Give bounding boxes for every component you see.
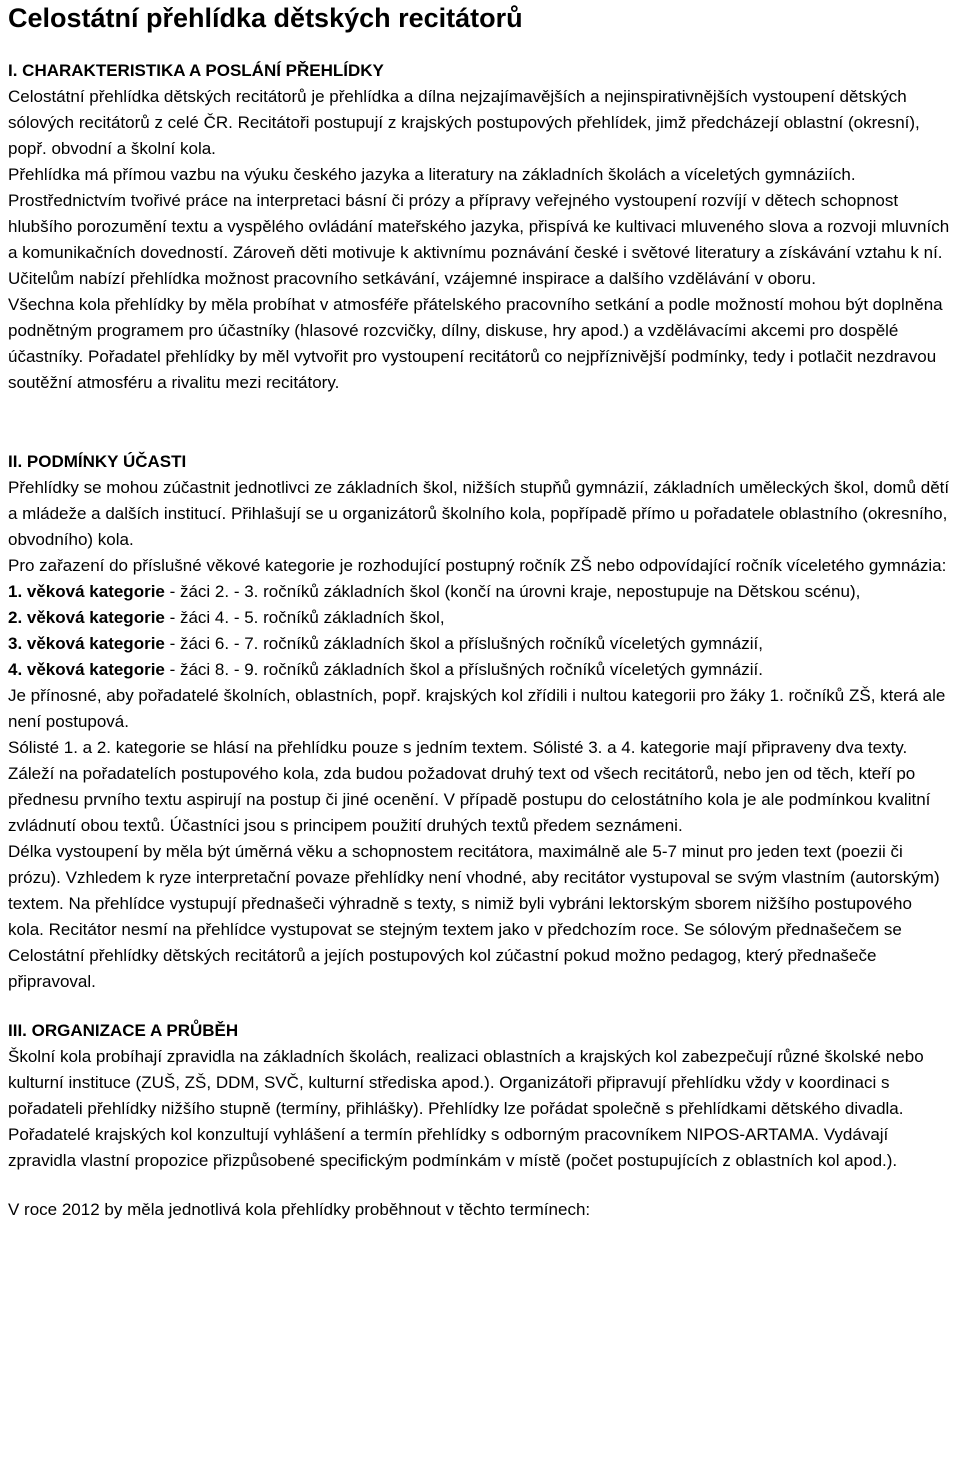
category-text: - žáci 2. - 3. ročníků základních škol (končí na úrovni kraje, nepostupuje na Dětskou scénu), [164, 582, 861, 601]
category-label: 1. věková kategorie [8, 582, 165, 601]
category-item [8, 657, 952, 683]
category-text: - žáci 8. - 9. ročníků základních škol a příslušných ročníků víceletých gymnázií. [164, 660, 763, 679]
category-item [8, 631, 952, 657]
category-item [8, 579, 952, 605]
paragraph: Délka vystoupení by měla být úměrná věku a schopnostem recitátora, maximálně ale 5-7 minut pro jeden text (poezii či prózu). Vzhledem k ryze interpretační povaze přehlídky není vhodné, aby recitátor vystupoval se svým vlastním (autorským) textem. Na přehlídce vystupují přednašeči výhradně s texty, s nimiž byli vybráni lektorským sborem nižšího postupového kola. Recitátor nesmí na přehlídce vystupovat se stejným textem jako v předchozím roce. Se sólovým přednašečem se Celostátní přehlídky dětských recitátorů a jejích postupových kol zúčastní pokud možno pedagog, který přednašeče připravoval. [8, 842, 940, 991]
category-label: 4. věková kategorie [8, 660, 165, 679]
spacer [8, 1174, 952, 1197]
paragraph: Školní kola probíhají zpravidla na základních školách, realizaci oblastních a krajských kol zabezpečují různé školské nebo kulturní instituce (ZUŠ, ZŠ, DDM, SVČ, kulturní střediska apod.). Organizátoři připravují přehlídku vždy v koordinaci s pořadateli přehlídky nižšího stupně (termíny, přihlášky). Přehlídky lze pořádat společně s přehlídkami dětského divadla. Pořadatelé krajských kol konzultují vyhlášení a termín přehlídky s odborným pracovníkem NIPOS-ARTAMA. Vydávají zpravidla vlastní propozice přizpůsobené specifickým podmínkám v místě (počet postupujících z oblastních kol apod.). [8, 1047, 924, 1170]
category-text: - žáci 6. - 7. ročníků základních škol a příslušných ročníků víceletých gymnázií, [164, 634, 763, 653]
section-heading: III. ORGANIZACE A PRŮBĚH [8, 1021, 239, 1040]
paragraph: Všechna kola přehlídky by měla probíhat v atmosféře přátelského pracovního setkání a podle možností mohou být doplněna podnětným programem pro účastníky (hlasové rozcvičky, dílny, diskuse, hry apod.) a vzdělávacími akcemi pro dospělé účastníky. Pořadatel přehlídky by měl vytvořit pro vystoupení recitátorů co nejpříznivější podmínky, tedy i potlačit nezdravou soutěžní atmosféru a rivalitu mezi recitátory. [8, 295, 943, 392]
category-label: 3. věková kategorie [8, 634, 165, 653]
category-label: 2. věková kategorie [8, 608, 165, 627]
section-number: II. [8, 452, 23, 471]
section-heading [8, 449, 952, 475]
paragraph: Učitelům nabízí přehlídka možnost pracovního setkávání, vzájemné inspirace a dalšího vzdělávání v oboru. [8, 269, 816, 288]
paragraph: Pro zařazení do příslušné věkové kategorie je rozhodující postupný ročník ZŠ nebo odpovídající ročník víceletého gymnázia: [8, 556, 947, 575]
paragraph: Celostátní přehlídka dětských recitátorů je přehlídka a dílna nejzajímavějších a nejinspirativnějších vystoupení dětských sólových recitátorů z celé ČR. Recitátoři postupují z krajských postupových přehlídek, jimž předcházejí oblastní (okresní), popř. obvodní a školní kola. [8, 87, 920, 158]
section-heading: I. CHARAKTERISTIKA A POSLÁNÍ PŘEHLÍDKY [8, 61, 384, 80]
paragraph: Přehlídky se mohou zúčastnit jednotlivci ze základních škol, nižších stupňů gymnázií, základních uměleckých škol, domů dětí a mládeže a dalších institucí. Přihlašují se u organizátorů školního kola, popřípadě přímo u pořadatele oblastního (okresního, obvodního) kola. [8, 478, 950, 549]
spacer [8, 396, 952, 449]
spacer [8, 995, 952, 1018]
paragraph: Přehlídka má přímou vazbu na výuku českého jazyka a literatury na základních školách a víceletých gymnáziích. Prostřednictvím tvořivé práce na interpretaci básní či prózy a přípravy veřejného vystoupení rozvíjí v dětech schopnost hlubšího porozumění textu a vyspělého ovládání mateřského jazyka, přispívá ke kultivaci mluveného slova a rozvoji mluvních a komunikačních dovedností. Zároveň děti motivuje k aktivnímu poznávání české i světové literatury a získávání vztahu k ní. [8, 165, 950, 262]
document-title: Celostátní přehlídka dětských recitátorů [8, 3, 523, 33]
closing-line: V roce 2012 by měla jednotlivá kola přehlídky proběhnout v těchto termínech: [8, 1200, 591, 1219]
spacer [8, 34, 952, 58]
section-title: PODMÍNKY ÚČASTI [26, 452, 187, 471]
section-organization [8, 1018, 952, 1223]
section-conditions [8, 449, 952, 995]
paragraph: Sólisté 1. a 2. kategorie se hlásí na přehlídku pouze s jedním textem. Sólisté 3. a 4. kategorie mají připraveny dva texty. Záleží na pořadatelích postupového kola, zda budou požadovat druhý text od všech recitátorů, nebo jen od těch, kteří po přednesu prvního textu aspirují na postup či jiné ocenění. V případě postupu do celostátního kola je ale podmínkou kvalitní zvládnutí obou textů. Účastníci jsou s principem použití druhých textů předem seznámeni. [8, 738, 931, 835]
category-item [8, 605, 952, 631]
section-characteristics [8, 58, 952, 396]
category-text: - žáci 4. - 5. ročníků základních škol, [164, 608, 445, 627]
paragraph: Je přínosné, aby pořadatelé školních, oblastních, popř. krajských kol zřídili i nultou kategorii pro žáky 1. ročníků ZŠ, která ale není postupová. [8, 686, 946, 731]
